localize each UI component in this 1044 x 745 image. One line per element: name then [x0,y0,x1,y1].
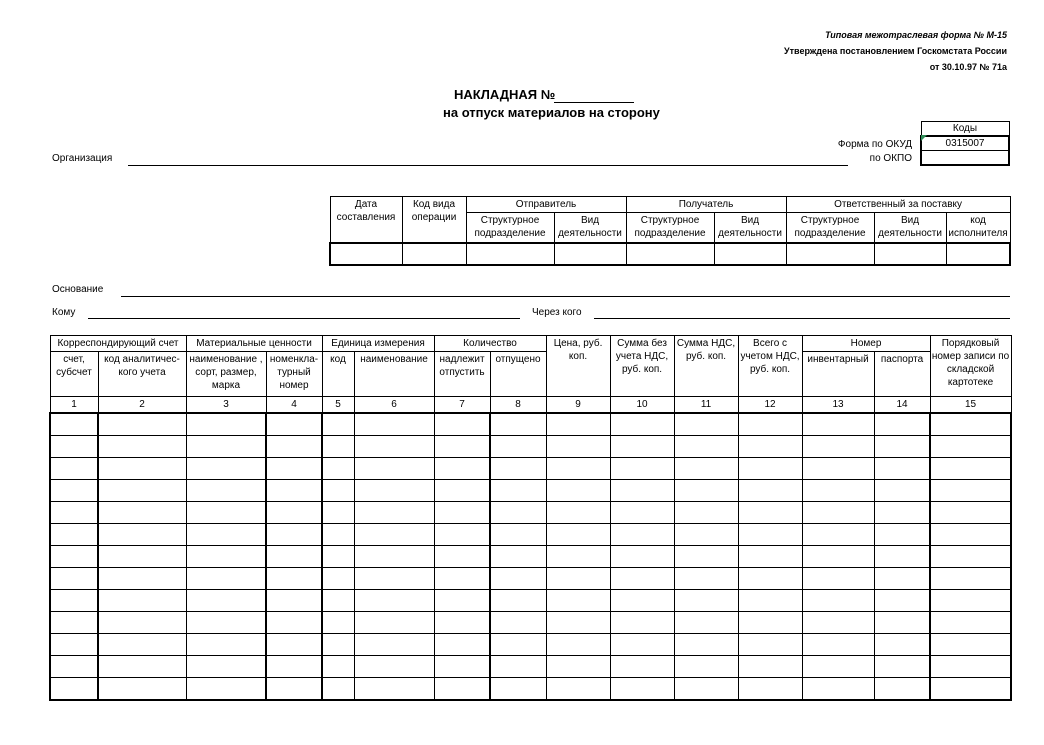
table-cell[interactable] [50,568,98,590]
table-cell[interactable] [802,568,874,590]
table-cell[interactable] [434,634,490,656]
number-header: Номер [802,336,930,352]
form-type-label: Типовая межотраслевая форма № М-15 [825,30,1007,40]
table-cell[interactable] [490,413,546,436]
analytic-code-header: код аналитичес-кого учета [98,352,186,397]
cell-marker-icon [921,135,927,141]
table-cell[interactable] [98,546,186,568]
table-cell[interactable] [738,480,802,502]
table-cell[interactable] [434,656,490,678]
responsible-header: Ответственный за поставку [786,197,1010,213]
table-cell[interactable] [874,656,930,678]
passport-header: паспорта [874,352,930,397]
table-cell[interactable] [674,678,738,701]
table-cell[interactable] [354,656,434,678]
table-cell[interactable] [674,634,738,656]
table-cell[interactable] [738,590,802,612]
unit-name-header: наименование [354,352,434,397]
table-cell[interactable] [354,436,434,458]
table-cell[interactable] [186,634,266,656]
table-cell[interactable] [354,413,434,436]
table-cell[interactable] [874,413,930,436]
table-row [50,480,1011,502]
table-row [50,634,1011,656]
table-cell[interactable] [738,458,802,480]
okud-label: Форма по ОКУД [837,139,912,150]
table-cell[interactable] [266,480,322,502]
to-whom-label: Кому [52,307,76,318]
table-cell[interactable] [802,458,874,480]
executor-code-cell[interactable] [946,243,1010,265]
table-cell[interactable] [354,590,434,612]
basis-field[interactable] [121,296,1010,297]
table-cell[interactable] [354,634,434,656]
column-number: 5 [322,397,354,414]
inventory-header: инвентарный [802,352,874,397]
table-cell[interactable] [802,546,874,568]
table-cell[interactable] [186,612,266,634]
table-cell[interactable] [98,634,186,656]
table-cell[interactable] [930,634,1011,656]
table-cell[interactable] [874,480,930,502]
table-cell[interactable] [738,413,802,436]
table-row [50,502,1011,524]
table-cell[interactable] [322,546,354,568]
op-code-cell[interactable] [402,243,466,265]
column-number: 13 [802,397,874,414]
table-cell[interactable] [186,678,266,701]
ordinal-header: Порядковый номер записи по складской картотеке [930,336,1011,397]
approval-label: Утверждена постановлением Госкомстата России [784,46,1007,56]
table-cell[interactable] [98,480,186,502]
table-cell[interactable] [322,634,354,656]
table-cell[interactable] [322,480,354,502]
table-cell[interactable] [434,480,490,502]
table-cell[interactable] [266,634,322,656]
table-cell[interactable] [322,436,354,458]
table-cell[interactable] [874,502,930,524]
table-cell[interactable] [546,656,610,678]
column-numbers-row [50,397,1011,414]
column-number: 3 [186,397,266,414]
table-cell[interactable] [874,568,930,590]
executor-code-header: код исполнителя [946,213,1010,243]
materials-table [49,335,1012,701]
vat-sum-header: Сумма НДС, руб. коп. [674,336,738,397]
table-cell[interactable] [322,502,354,524]
total-vat-header: Всего с учетом НДС, руб. коп. [738,336,802,397]
column-number: 1 [50,397,98,414]
table-cell[interactable] [98,413,186,436]
table-cell[interactable] [930,480,1011,502]
table-cell[interactable] [610,436,674,458]
table-cell[interactable] [434,436,490,458]
table-cell[interactable] [266,568,322,590]
responsible-struct-header: Структурное подразделение [786,213,874,243]
to-release-header: надлежит отпустить [434,352,490,397]
table-cell[interactable] [98,656,186,678]
table-cell[interactable] [930,590,1011,612]
okpo-value[interactable] [921,151,1009,166]
table-cell[interactable] [322,458,354,480]
table-cell[interactable] [354,612,434,634]
table-cell[interactable] [186,546,266,568]
table-cell[interactable] [50,546,98,568]
to-whom-field[interactable] [88,318,520,319]
table-cell[interactable] [322,524,354,546]
table-cell[interactable] [50,678,98,701]
table-cell[interactable] [266,524,322,546]
table-cell[interactable] [738,502,802,524]
organization-field[interactable] [128,165,848,166]
table-cell[interactable] [322,568,354,590]
table-cell[interactable] [546,524,610,546]
table-cell[interactable] [186,524,266,546]
table-cell[interactable] [266,656,322,678]
table-cell[interactable] [930,524,1011,546]
table-cell[interactable] [874,546,930,568]
table-cell[interactable] [490,502,546,524]
table-cell[interactable] [354,502,434,524]
table-cell[interactable] [610,590,674,612]
table-cell[interactable] [874,678,930,701]
table-cell[interactable] [322,590,354,612]
table-cell[interactable] [434,524,490,546]
table-cell[interactable] [186,656,266,678]
table-cell[interactable] [98,568,186,590]
table-cell[interactable] [738,436,802,458]
table-cell[interactable] [266,546,322,568]
table-cell[interactable] [674,458,738,480]
table-cell[interactable] [930,436,1011,458]
responsible-activity-cell[interactable] [874,243,946,265]
table-cell[interactable] [186,502,266,524]
receiver-struct-header: Структурное подразделение [626,213,714,243]
table-cell[interactable] [802,634,874,656]
table-cell[interactable] [546,436,610,458]
table-row [50,568,1011,590]
organization-label: Организация [52,153,113,164]
table-cell[interactable] [674,612,738,634]
table-cell[interactable] [930,413,1011,436]
table-cell[interactable] [98,436,186,458]
sum-no-vat-header: Сумма без учета НДС, руб. коп. [610,336,674,397]
through-field[interactable] [594,318,1010,319]
table-cell[interactable] [930,458,1011,480]
table-cell[interactable] [434,590,490,612]
table-cell[interactable] [266,678,322,701]
table-cell[interactable] [354,524,434,546]
invoice-number-line[interactable] [554,102,634,103]
okud-value[interactable]: 0315007 [921,136,1009,151]
table-row [50,590,1011,612]
table-cell[interactable] [546,458,610,480]
table-cell[interactable] [50,656,98,678]
table-cell[interactable] [266,413,322,436]
table-row [50,546,1011,568]
table-cell[interactable] [98,458,186,480]
column-number: 10 [610,397,674,414]
table-cell[interactable] [354,678,434,701]
basis-label: Основание [52,284,104,295]
table-cell[interactable] [490,568,546,590]
date-cell[interactable] [330,243,402,265]
table-cell[interactable] [186,568,266,590]
column-number: 12 [738,397,802,414]
receiver-struct-cell[interactable] [626,243,714,265]
table-cell[interactable] [874,436,930,458]
responsible-activity-header: Вид деятельности [874,213,946,243]
table-cell[interactable] [186,436,266,458]
table-cell[interactable] [610,524,674,546]
table-cell[interactable] [186,480,266,502]
column-number: 7 [434,397,490,414]
table-cell[interactable] [354,458,434,480]
table-cell[interactable] [610,612,674,634]
table-cell[interactable] [266,612,322,634]
document-subtitle: на отпуск материалов на сторону [443,105,660,120]
responsible-struct-cell[interactable] [786,243,874,265]
table-cell[interactable] [186,590,266,612]
table-cell[interactable] [674,413,738,436]
table-cell[interactable] [98,678,186,701]
table-cell[interactable] [322,612,354,634]
table-cell[interactable] [490,590,546,612]
table-cell[interactable] [802,678,874,701]
table-cell[interactable] [874,612,930,634]
table-row [50,413,1011,436]
table-cell[interactable] [322,678,354,701]
table-cell[interactable] [98,590,186,612]
table-cell[interactable] [930,656,1011,678]
table-cell[interactable] [610,568,674,590]
table-cell[interactable] [354,480,434,502]
table-cell[interactable] [490,612,546,634]
table-cell[interactable] [674,546,738,568]
table-cell[interactable] [266,502,322,524]
table-cell[interactable] [490,546,546,568]
table-cell[interactable] [610,546,674,568]
table-cell[interactable] [50,480,98,502]
table-cell[interactable] [674,480,738,502]
column-number: 6 [354,397,434,414]
table-cell[interactable] [354,546,434,568]
table-row [50,678,1011,701]
unit-header: Единица измерения [322,336,434,352]
table-cell[interactable] [738,678,802,701]
table-cell[interactable] [738,546,802,568]
column-number: 15 [930,397,1011,414]
table-cell[interactable] [50,413,98,436]
table-cell[interactable] [490,678,546,701]
table-cell[interactable] [930,612,1011,634]
table-cell[interactable] [490,524,546,546]
table-cell[interactable] [98,612,186,634]
okpo-label: по ОКПО [869,153,912,164]
table-cell[interactable] [874,634,930,656]
table-cell[interactable] [546,413,610,436]
table-cell[interactable] [354,568,434,590]
table-cell[interactable] [50,458,98,480]
table-cell[interactable] [186,458,266,480]
document-title: НАКЛАДНАЯ № [454,87,556,102]
table-cell[interactable] [98,524,186,546]
nomenclature-header: номенкла-турный номер [266,352,322,397]
table-cell[interactable] [674,524,738,546]
table-cell[interactable] [674,436,738,458]
table-cell[interactable] [50,502,98,524]
quantity-header: Количество [434,336,546,352]
receiver-header: Получатель [626,197,786,213]
table-cell[interactable] [738,524,802,546]
table-cell[interactable] [610,502,674,524]
sender-header: Отправитель [466,197,626,213]
table-cell[interactable] [802,590,874,612]
table-cell[interactable] [186,413,266,436]
table-cell[interactable] [490,634,546,656]
table-cell[interactable] [50,524,98,546]
table-cell[interactable] [802,436,874,458]
table-cell[interactable] [738,568,802,590]
data-rows [50,413,1011,700]
table-cell[interactable] [546,612,610,634]
table-cell[interactable] [874,590,930,612]
table-cell[interactable] [802,413,874,436]
table-cell[interactable] [802,612,874,634]
table-cell[interactable] [546,678,610,701]
column-number: 2 [98,397,186,414]
table-cell[interactable] [490,656,546,678]
table-cell[interactable] [874,524,930,546]
table-cell[interactable] [434,612,490,634]
table-cell[interactable] [434,413,490,436]
table-cell[interactable] [674,568,738,590]
table-cell[interactable] [98,502,186,524]
column-number: 11 [674,397,738,414]
table-cell[interactable] [610,634,674,656]
table-cell[interactable] [930,678,1011,701]
sender-struct-header: Структурное подразделение [466,213,554,243]
receiver-activity-header: Вид деятельности [714,213,786,243]
corr-account-header: Корреспондирующий счет [50,336,186,352]
name-grade-header: наименование , сорт, размер, марка [186,352,266,397]
released-header: отпущено [490,352,546,397]
table-row [50,524,1011,546]
table-cell[interactable] [490,480,546,502]
table-cell[interactable] [610,458,674,480]
table-cell[interactable] [50,634,98,656]
table-cell[interactable] [674,502,738,524]
table-cell[interactable] [802,656,874,678]
column-number: 9 [546,397,610,414]
table-cell[interactable] [546,634,610,656]
table-cell[interactable] [930,502,1011,524]
table-cell[interactable] [266,590,322,612]
table-cell[interactable] [610,413,674,436]
table-cell[interactable] [802,502,874,524]
table-cell[interactable] [610,678,674,701]
table-cell[interactable] [610,656,674,678]
column-number: 14 [874,397,930,414]
price-header: Цена, руб. коп. [546,336,610,397]
top-table [329,196,1011,266]
table-cell[interactable] [434,458,490,480]
table-cell[interactable] [546,502,610,524]
table-cell[interactable] [802,480,874,502]
through-label: Через кого [532,307,582,318]
table-row [50,656,1011,678]
material-values-header: Материальные ценности [186,336,322,352]
table-cell[interactable] [434,546,490,568]
table-cell[interactable] [930,568,1011,590]
table-cell[interactable] [738,612,802,634]
table-cell[interactable] [674,656,738,678]
table-cell[interactable] [434,502,490,524]
table-row [50,458,1011,480]
codes-header: Коды [921,122,1009,137]
table-cell[interactable] [490,458,546,480]
table-cell[interactable] [490,436,546,458]
sender-activity-header: Вид деятельности [554,213,626,243]
table-cell[interactable] [930,546,1011,568]
table-cell[interactable] [50,436,98,458]
column-number: 4 [266,397,322,414]
table-cell[interactable] [322,656,354,678]
sender-struct-cell[interactable] [466,243,554,265]
table-cell[interactable] [546,546,610,568]
table-cell[interactable] [802,524,874,546]
unit-code-header: код [322,352,354,397]
table-cell[interactable] [738,634,802,656]
table-cell[interactable] [434,568,490,590]
column-number: 8 [490,397,546,414]
table-cell[interactable] [50,612,98,634]
table-cell[interactable] [322,413,354,436]
table-cell[interactable] [874,458,930,480]
table-cell[interactable] [610,480,674,502]
codes-table [920,121,1010,166]
approval-date-label: от 30.10.97 № 71а [929,62,1007,72]
receiver-activity-cell[interactable] [714,243,786,265]
table-row [50,436,1011,458]
table-cell[interactable] [738,656,802,678]
table-cell[interactable] [266,458,322,480]
table-cell[interactable] [546,590,610,612]
table-cell[interactable] [674,590,738,612]
table-row [50,612,1011,634]
date-header: Дата составления [330,197,402,243]
table-cell[interactable] [546,480,610,502]
table-cell[interactable] [50,590,98,612]
table-cell[interactable] [546,568,610,590]
table-cell[interactable] [266,436,322,458]
account-sub-header: счет, субсчет [50,352,98,397]
op-code-header: Код вида операции [402,197,466,243]
sender-activity-cell[interactable] [554,243,626,265]
table-cell[interactable] [434,678,490,701]
